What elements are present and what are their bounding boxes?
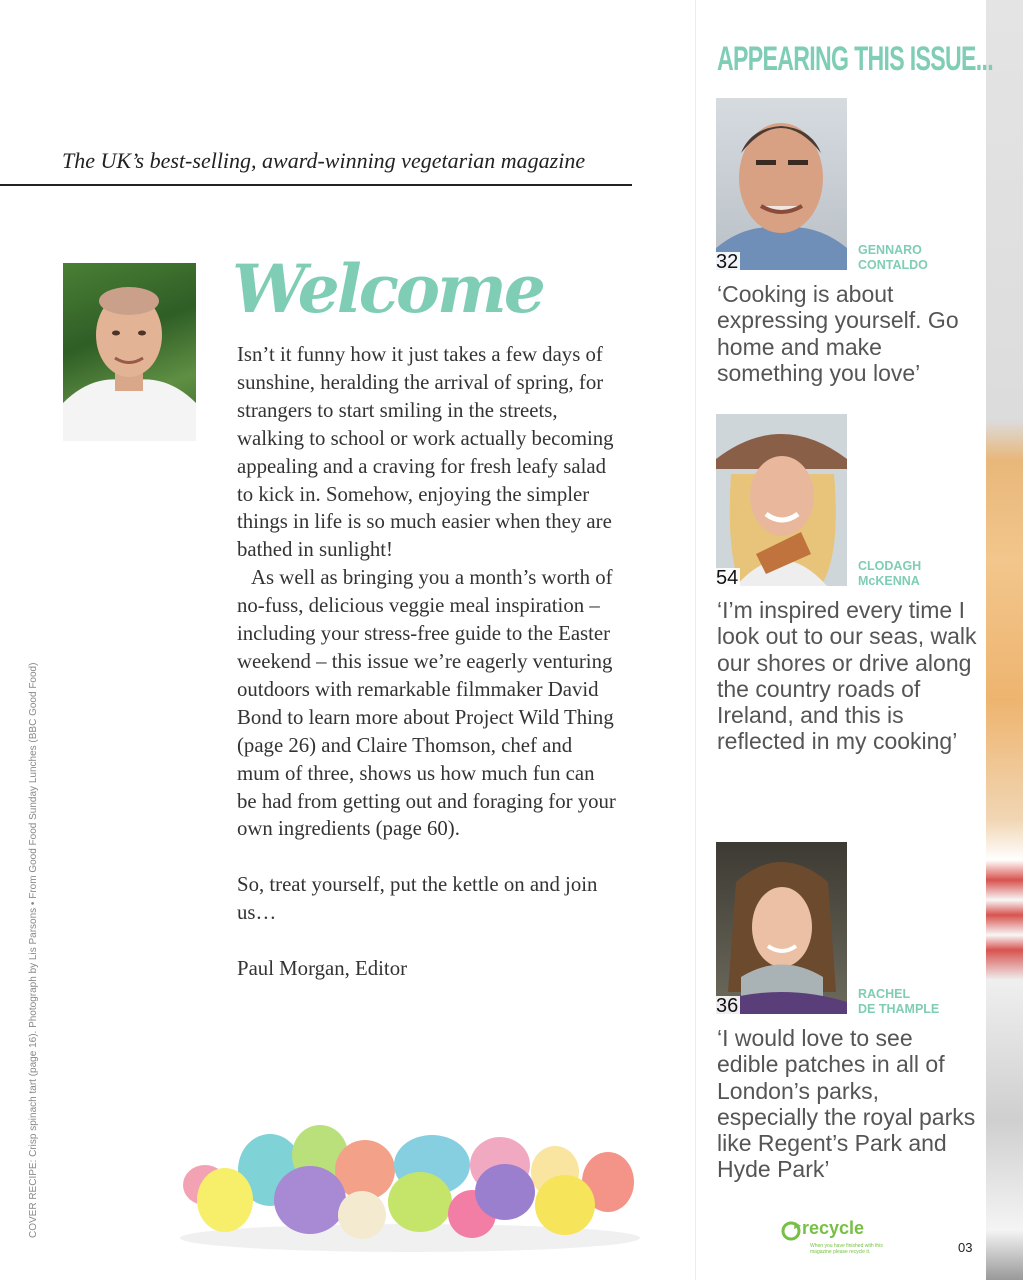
clodagh-photo xyxy=(716,414,847,589)
welcome-heading: Welcome xyxy=(232,250,543,328)
easter-eggs-icon xyxy=(170,1110,650,1260)
page-number: 03 xyxy=(958,1240,973,1255)
cover-credit: COVER RECIPE: Crisp spinach tart (page 16). Photograph by Lis Parsons • From Good Food Sunday Lunches (BBC Good Food) xyxy=(28,662,39,1238)
page-number-rachel: 36 xyxy=(716,995,739,1017)
name-rachel xyxy=(858,987,939,1017)
header-rule xyxy=(0,184,632,186)
recycle-icon xyxy=(780,1220,802,1242)
name-line-1: GENNARO xyxy=(858,243,922,257)
name-line-1: RACHEL xyxy=(858,987,911,1001)
name-clodagh xyxy=(858,559,921,589)
page-number-clodagh: 54 xyxy=(716,567,739,589)
editor-photo xyxy=(63,263,196,441)
editor-letter xyxy=(237,341,617,983)
gennaro-photo xyxy=(716,98,847,273)
name-line-2: DE THAMPLE xyxy=(858,1002,940,1016)
name-line-2: CONTALDO xyxy=(858,258,928,272)
quote-gennaro: ‘Cooking is about expressing yourself. Go home and make something you love’ xyxy=(717,281,959,386)
appearing-heading: APPEARING THIS ISSUE... xyxy=(717,40,993,78)
letter-paragraph-1: Isn’t it funny how it just takes a few days of sunshine, heralding the arrival of spring, for strangers to start smiling in the streets, walking to school or work actually becoming appealing and a craving for fresh leafy salad to kick in. Somehow, enjoying the simpler things in life is so much easier when they are bathed in sunlight! xyxy=(237,343,614,562)
rachel-photo xyxy=(716,842,847,1017)
page-number-gennaro: 32 xyxy=(716,251,739,273)
background-photo-strip xyxy=(985,0,1023,1280)
name-gennaro xyxy=(858,243,928,273)
letter-paragraph-2: As well as bringing you a month’s worth of no-fuss, delicious veggie meal inspiration – including your stress-free guide to the Easter weekend – this issue we’re eagerly venturing outdoors with remarkable filmmaker David Bond to learn more about Project Wild Thing (page 26) and Claire Thomson, chef and mum of three, shows us how much fun can be had from getting out and foraging for your own ingredients (page 60). xyxy=(237,566,616,841)
letter-paragraph-3: So, treat yourself, put the kettle on and join us… xyxy=(237,873,598,925)
magazine-tagline: The UK’s best-selling, award-winning vegetarian magazine xyxy=(62,148,586,173)
name-line-2: McKENNA xyxy=(858,574,920,588)
editor-portrait-icon xyxy=(63,263,196,441)
recycle-logo xyxy=(780,1216,900,1260)
quote-clodagh: ‘I’m inspired every time I look out to our seas, walk our shores or drive along the country roads of Ireland, and this is reflected in my cooking’ xyxy=(717,597,977,755)
editor-signoff: Paul Morgan, Editor xyxy=(237,957,408,981)
recycle-label: recycle xyxy=(802,1218,865,1238)
recycle-note: When you have finished with this magazine please recycle it. xyxy=(810,1243,883,1255)
clodagh-portrait-icon xyxy=(716,414,847,589)
gennaro-portrait-icon xyxy=(716,98,847,273)
name-line-1: CLODAGH xyxy=(858,559,922,573)
quote-rachel: ‘I would love to see edible patches in all of London’s parks, especially the royal parks like Regent’s Park and Hyde Park’ xyxy=(717,1025,976,1183)
rachel-portrait-icon xyxy=(716,842,847,1017)
